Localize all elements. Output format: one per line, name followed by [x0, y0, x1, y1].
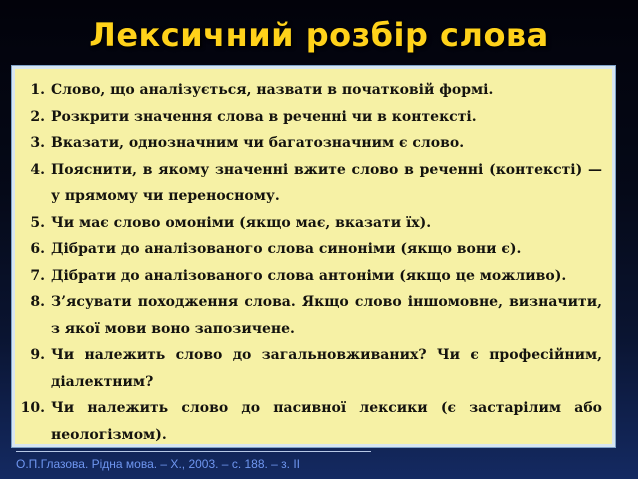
- item-text: Дібрати до аналізованого слова синоніми (якщо вони є).: [51, 241, 522, 257]
- item-text: Чи належить слово до загальновживаних? Чи є професійним, діалектним?: [51, 347, 602, 390]
- slide-title: Лексичний розбір слова: [89, 16, 549, 54]
- list-item: [19, 395, 602, 448]
- item-number: 1.: [30, 82, 45, 98]
- list-item: [19, 342, 602, 395]
- item-text: Розкрити значення слова в реченні чи в контексті.: [51, 108, 477, 125]
- item-number: 2.: [30, 108, 45, 125]
- list-item: [19, 104, 602, 131]
- item-number: 4.: [30, 161, 45, 178]
- item-text: З’ясувати походження слова. Якщо слово іншомовне, визначити, з якої мови воно запозичене.: [51, 294, 602, 337]
- title-band: [0, 0, 638, 66]
- item-text: Чи має слово омоніми (якщо має, вказати їх).: [51, 214, 432, 231]
- item-number: 5.: [30, 214, 45, 231]
- item-text: Чи належить слово до пасивної лексики (є застарілим або неологізмом).: [51, 400, 602, 443]
- list-item: [19, 157, 602, 210]
- list-item: [19, 210, 602, 237]
- item-number: 10.: [20, 400, 45, 416]
- item-number: 3.: [30, 135, 45, 151]
- item-number: 6.: [30, 241, 45, 257]
- item-number: 8.: [30, 294, 45, 310]
- list-item: [19, 236, 602, 263]
- content-panel: [12, 66, 615, 447]
- item-text: Вказати, однозначним чи багатозначним є слово.: [51, 135, 465, 151]
- list-item: [19, 77, 602, 104]
- list-item: [19, 130, 602, 157]
- list-item: [19, 263, 602, 290]
- item-number: 7.: [30, 267, 45, 284]
- item-text: Слово, що аналізується, назвати в початковій формі.: [51, 82, 494, 98]
- item-number: 9.: [30, 347, 45, 363]
- item-text: Пояснити, в якому значенні вжите слово в реченні (контексті) — у прямому чи переносному.: [51, 161, 602, 204]
- footer-divider: [16, 451, 371, 452]
- steps-list: [15, 69, 612, 448]
- list-item: [19, 289, 602, 342]
- source-citation: О.П.Глазова. Рідна мова. – Х., 2003. – с. 188. – з. ІІ: [16, 457, 301, 471]
- item-text: Дібрати до аналізованого слова антоніми (якщо це можливо).: [51, 267, 567, 284]
